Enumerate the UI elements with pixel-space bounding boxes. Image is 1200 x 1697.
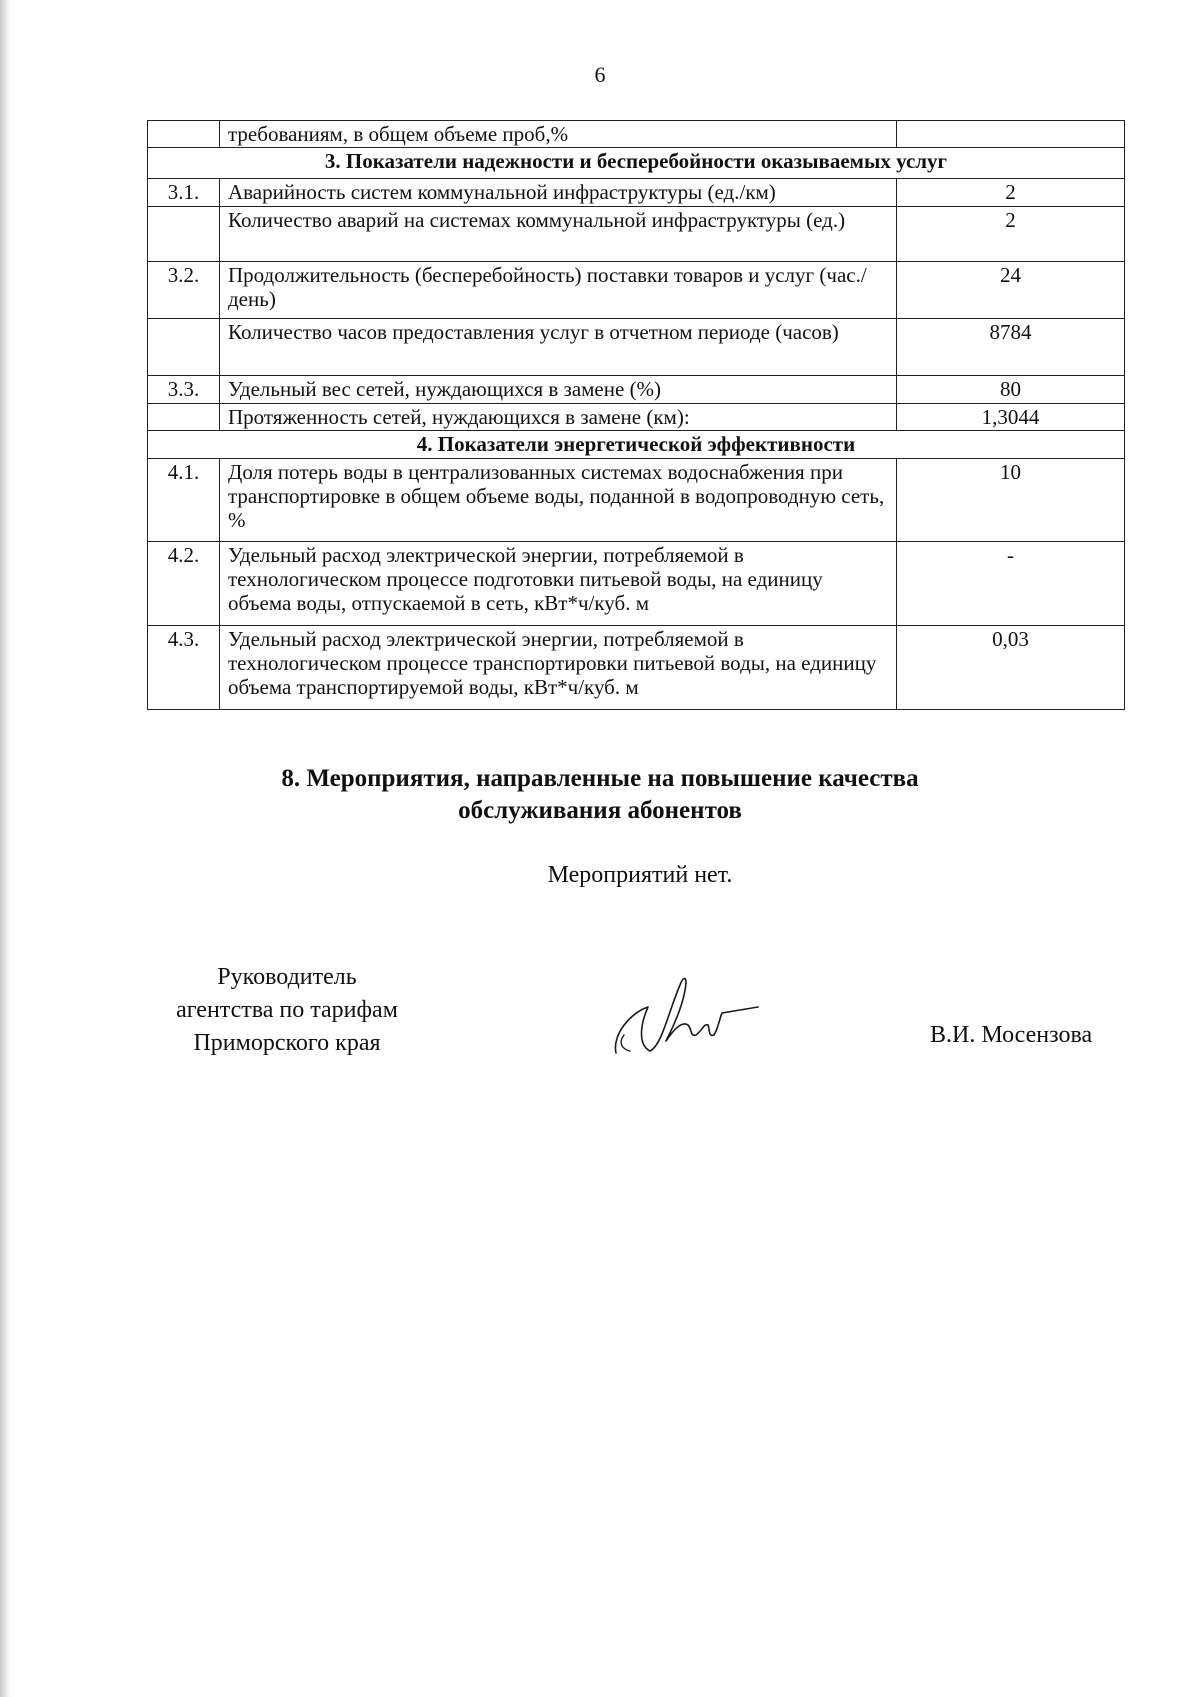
row-number-cell <box>148 207 220 262</box>
row-description-cell: требованиям, в общем объеме проб,% <box>220 121 897 148</box>
scan-left-edge-shadow <box>0 0 10 1697</box>
row-number-cell <box>148 121 220 148</box>
row-number-cell: 3.2. <box>148 262 220 319</box>
section-header-row <box>148 148 1125 179</box>
table-row <box>148 121 1125 148</box>
row-description-cell: Удельный вес сетей, нуждающихся в замене (%) <box>220 376 897 404</box>
section8-heading-line2: обслуживания абонентов <box>458 797 742 824</box>
table-row <box>148 542 1125 626</box>
section4-title: 4. Показатели энергетической эффективности <box>148 431 1125 459</box>
row-description-cell: Протяженность сетей, нуждающихся в замене (км): <box>220 404 897 431</box>
row-description-cell: Продолжительность (бесперебойность) поставки товаров и услуг (час./день) <box>220 262 897 319</box>
row-value-cell: 80 <box>897 376 1125 404</box>
row-number-cell <box>148 404 220 431</box>
row-description-cell: Удельный расход электрической энергии, потребляемой в технологическом процессе транспортировки питьевой воды, на единицу объема транспортируемой воды, кВт*ч/куб. м <box>220 626 897 710</box>
indicators-table <box>147 120 1125 710</box>
row-description-cell: Аварийность систем коммунальной инфраструктуры (ед./км) <box>220 179 897 207</box>
section3-title: 3. Показатели надежности и бесперебойности оказываемых услуг <box>148 148 1125 179</box>
table-row <box>148 207 1125 262</box>
table-row <box>148 459 1125 542</box>
row-description-cell: Количество аварий на системах коммунальной инфраструктуры (ед.) <box>220 207 897 262</box>
page-number: 6 <box>594 62 606 87</box>
table-row <box>148 376 1125 404</box>
table-row <box>148 179 1125 207</box>
table-row <box>148 262 1125 319</box>
signatory-title-line1: Руководитель <box>217 964 357 990</box>
section8-heading <box>0 763 1200 827</box>
row-value-cell: 2 <box>897 179 1125 207</box>
row-value-cell: 2 <box>897 207 1125 262</box>
row-number-cell: 3.3. <box>148 376 220 404</box>
table-row <box>148 626 1125 710</box>
row-value-cell: 10 <box>897 459 1125 542</box>
signatory-title-line2: агентства по тарифам <box>176 997 398 1023</box>
row-description-cell: Количество часов предоставления услуг в отчетном периоде (часов) <box>220 319 897 376</box>
signatory-title-line3: Приморского края <box>193 1030 381 1056</box>
row-value-cell: 24 <box>897 262 1125 319</box>
signatory-title <box>137 961 437 1060</box>
row-value-cell: 0,03 <box>897 626 1125 710</box>
row-number-cell: 4.3. <box>148 626 220 710</box>
row-number-cell: 3.1. <box>148 179 220 207</box>
signatory-name: В.И. Мосензова <box>930 1022 1093 1048</box>
handwritten-signature <box>610 965 760 1060</box>
row-description-cell: Доля потерь воды в централизованных системах водоснабжения при транспортировке в общем объеме воды, поданной в водопроводную сеть, % <box>220 459 897 542</box>
row-number-cell: 4.2. <box>148 542 220 626</box>
row-value-cell: 8784 <box>897 319 1125 376</box>
table-row <box>148 319 1125 376</box>
section8-text: Мероприятий нет. <box>547 862 733 888</box>
row-value-cell <box>897 121 1125 148</box>
row-number-cell <box>148 319 220 376</box>
section8-heading-line1: 8. Мероприятия, направленные на повышение качества <box>281 765 919 792</box>
row-value-cell: 1,3044 <box>897 404 1125 431</box>
table-row <box>148 404 1125 431</box>
row-description-cell: Удельный расход электрической энергии, потребляемой в технологическом процессе подготовки питьевой воды, на единицу объема воды, отпускаемой в сеть, кВт*ч/куб. м <box>220 542 897 626</box>
section-header-row <box>148 431 1125 459</box>
row-number-cell: 4.1. <box>148 459 220 542</box>
row-value-cell: - <box>897 542 1125 626</box>
